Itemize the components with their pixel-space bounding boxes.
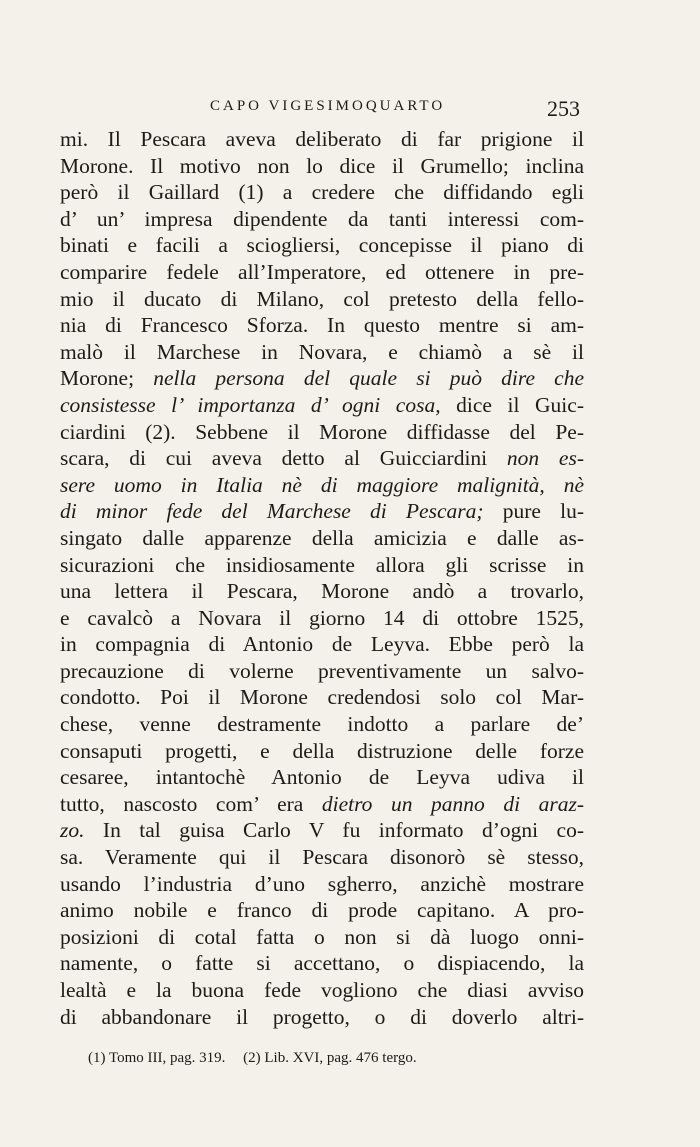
- text-line: [60, 232, 584, 259]
- text-run: sa. Veramente qui il Pescara disonorò sè stesso,: [60, 845, 584, 870]
- text-line: [60, 552, 584, 579]
- text-line: [60, 498, 584, 525]
- text-run: ciardini (2). Sebbene il Morone diffidasse del Pe-: [60, 419, 584, 444]
- text-line: [60, 871, 584, 898]
- text-line: [60, 286, 584, 313]
- italic-run: dietro un panno di araz-: [321, 791, 584, 816]
- text-run: condotto. Poi il Morone credendosi solo col Mar-: [60, 685, 584, 710]
- text-run: mi. Il Pescara aveva deliberato di far prigione il: [60, 127, 584, 151]
- text-line: [60, 259, 584, 286]
- text-run: consaputi progetti, e della distruzione delle forze: [60, 738, 584, 763]
- text-run: malò il Marchese in Novara, e chiamò a sè il: [60, 339, 584, 364]
- text-line: [60, 525, 584, 552]
- text-run: animo nobile e franco di prode capitano. A pro-: [60, 898, 584, 923]
- italic-run: nella persona del quale si può dire che: [153, 366, 584, 391]
- italic-run: sere uomo in Italia nè di maggiore malignità, nè: [60, 472, 584, 497]
- text-line: [60, 817, 584, 844]
- running-head: [60, 96, 580, 122]
- text-line: [60, 950, 584, 977]
- text-run: d’ un’ impresa dipendente da tanti interessi com-: [60, 206, 584, 231]
- text-run: pure lu-: [483, 499, 584, 524]
- text-line: [60, 684, 584, 711]
- text-run: tutto, nascosto com’ era: [60, 791, 322, 816]
- text-run: scara, di cui aveva detto al Guicciardini: [60, 446, 507, 471]
- text-run: mio il ducato di Milano, col pretesto della fello-: [60, 286, 584, 311]
- text-run: usando l’industria d’uno sgherro, anzichè mostrare: [60, 871, 584, 896]
- text-run: Morone. Il motivo non lo dice il Grumello; inclina: [60, 153, 584, 178]
- text-run: posizioni di cotal fatta o non si dà luogo onni-: [60, 924, 584, 949]
- text-line: [60, 126, 584, 153]
- text-line: [60, 711, 584, 738]
- text-run: namente, o fatte si accettano, o dispiacendo, la: [60, 951, 584, 976]
- text-line: [60, 738, 584, 765]
- footnotes: [88, 1050, 558, 1067]
- text-line: [60, 179, 584, 206]
- text-line: [60, 605, 584, 632]
- text-line: [60, 631, 584, 658]
- running-title: CAPO VIGESIMOQUARTO: [210, 98, 446, 114]
- text-line: [60, 897, 584, 924]
- text-line: [60, 153, 584, 180]
- text-line: [60, 844, 584, 871]
- italic-run: non es-: [506, 446, 584, 471]
- text-line: [60, 365, 584, 392]
- text-run: singato dalle apparenze della amicizia e dalle as-: [60, 525, 584, 550]
- text-run: chese, venne destramente indotto a parlare de’: [60, 712, 584, 737]
- footnote-1: (1) Tomo III, pag. 319.: [88, 1050, 226, 1066]
- text-line: [60, 472, 584, 499]
- text-run: comparire fedele all’Imperatore, ed ottenere in pre-: [60, 259, 584, 284]
- text-run: sicurazioni che insidiosamente allora gli scrisse in: [60, 552, 584, 577]
- text-line: [60, 339, 584, 366]
- text-run: Morone;: [60, 366, 154, 391]
- text-run: cesaree, intantochè Antonio de Leyva udiva il: [60, 765, 584, 790]
- text-run: precauzione di volerne preventivamente un salvo-: [60, 658, 584, 683]
- text-line: [60, 312, 584, 339]
- text-run: lealtà e la buona fede vogliono che diasi avviso: [60, 978, 584, 1002]
- text-run: in compagnia di Antonio de Leyva. Ebbe però la: [60, 632, 584, 657]
- text-run: e cavalcò a Novara il giorno 14 di ottobre 1525,: [60, 605, 584, 630]
- italic-run: di minor fede del Marchese di Pescara;: [60, 499, 484, 524]
- body-text: [60, 126, 584, 1030]
- text-line: [60, 578, 584, 605]
- text-line: [60, 977, 584, 1004]
- text-run: nia di Francesco Sforza. In questo mentre si am-: [60, 313, 584, 338]
- text-line: [60, 924, 584, 951]
- text-line: [60, 1004, 584, 1031]
- text-run: In tal guisa Carlo V fu informato d’ogni co-: [84, 818, 584, 843]
- text-run: dice il Guic-: [440, 392, 584, 417]
- text-line: [60, 445, 584, 472]
- text-line: [60, 658, 584, 685]
- text-line: [60, 392, 584, 419]
- footnote-2: (2) Lib. XVI, pag. 476 tergo.: [243, 1050, 417, 1066]
- page-number: 253: [547, 96, 580, 121]
- text-run: però il Gaillard (1) a credere che diffidando egli: [60, 180, 584, 205]
- text-line: [60, 764, 584, 791]
- text-run: di abbandonare il progetto, o di doverlo altri-: [60, 1004, 584, 1029]
- text-run: binati e facili a sciogliersi, concepisse il piano di: [60, 233, 584, 258]
- italic-run: zo.: [60, 818, 85, 843]
- text-line: [60, 206, 584, 233]
- text-run: una lettera il Pescara, Morone andò a trovarlo,: [60, 579, 584, 604]
- text-line: [60, 419, 584, 446]
- text-line: [60, 791, 584, 818]
- italic-run: consistesse l’ importanza d’ ogni cosa,: [60, 392, 441, 417]
